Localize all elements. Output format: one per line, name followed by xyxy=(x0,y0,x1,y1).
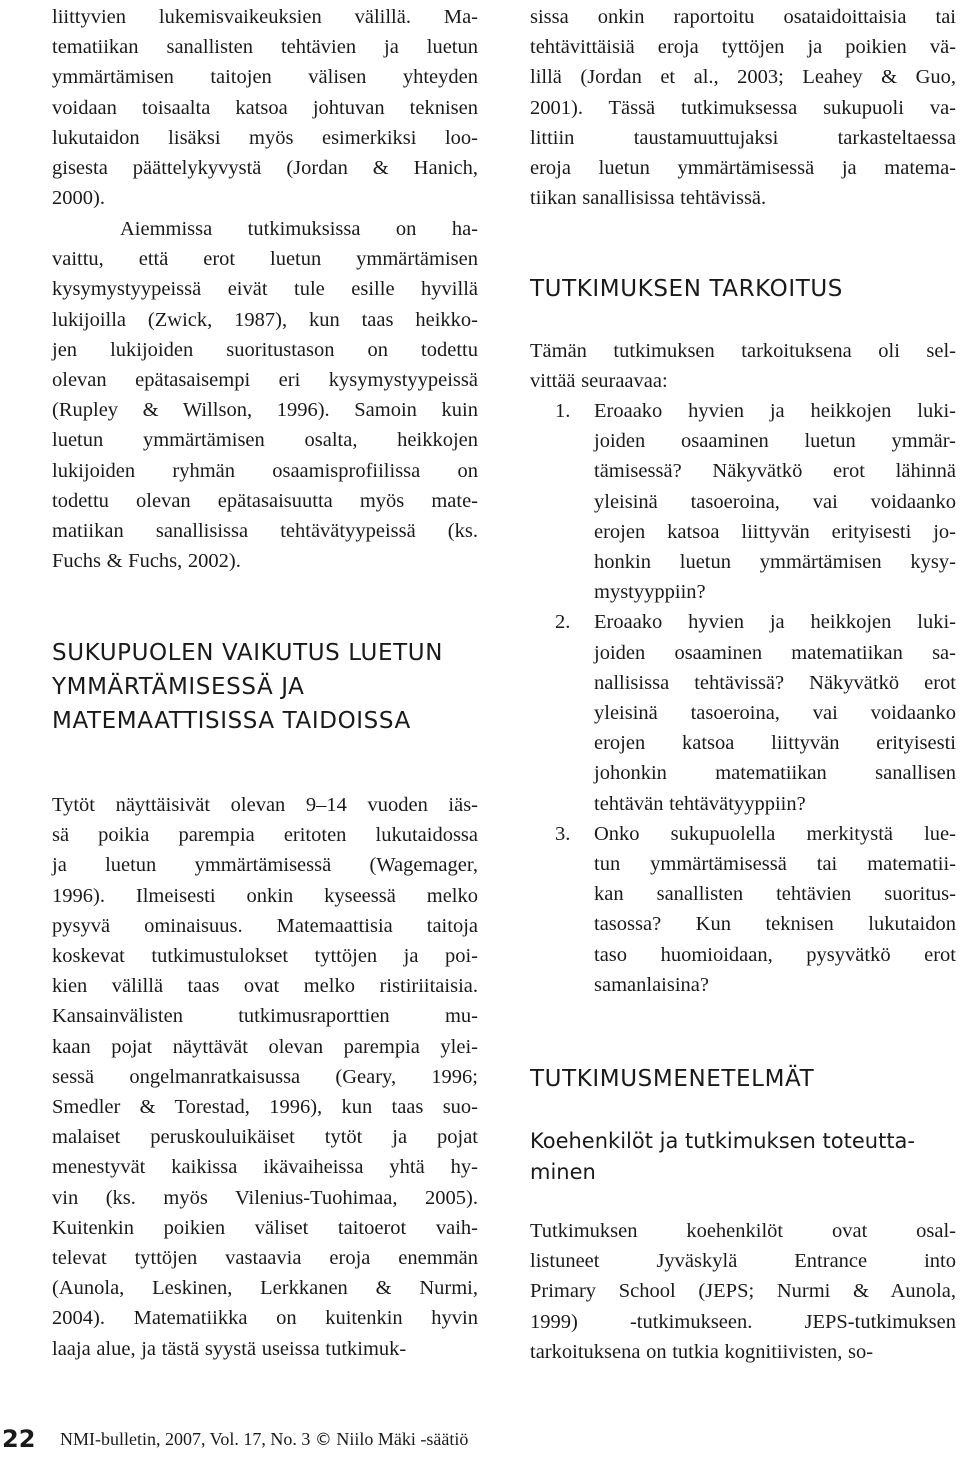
left-paragraph-1-line: liittyvien lukemisvaikeuksien välillä. Ma- xyxy=(52,6,478,28)
question-text-line: joiden osaaminen matematiikan sa- xyxy=(594,641,956,664)
question-text-line: tun ymmärtämisessä tai matematii- xyxy=(594,853,956,876)
question-text-line: yleisinä tasoeroina, vai voidaanko xyxy=(594,490,956,513)
purpose-intro xyxy=(530,336,956,396)
left-paragraph-3-line: Smedler & Torestad, 1996), kun taas suo- xyxy=(52,1096,478,1119)
question-text-line: tehtävän tehtävätyyppiin? xyxy=(594,792,806,815)
left-paragraph-2-line: lukijoiden ryhmän osaamisprofiilissa on xyxy=(52,459,478,482)
question-text-line: yleisinä tasoeroina, vai voidaanko xyxy=(594,702,956,725)
left-paragraph-2-line: olevan epätasaisempi eri kysymystyypeissä xyxy=(52,369,478,392)
research-question-item xyxy=(530,396,956,607)
right-paragraph-1-line: tiikan sanallisissa tehtävissä. xyxy=(530,187,767,210)
purpose-intro-line: Tämän tutkimuksen tarkoituksena oli sel- xyxy=(530,340,956,362)
right-paragraph-2 xyxy=(530,1216,956,1367)
subheading-participants-line: Koehenkilöt ja tutkimuksen toteutta- xyxy=(530,1129,916,1153)
footer-publisher: Niilo Mäki -säätiö xyxy=(336,1429,469,1449)
right-paragraph-1-line: tehtävittäisiä eroja tyttöjen ja poikien vä- xyxy=(530,36,956,59)
left-paragraph-3-line: menestyvät kaikissa ikävaiheissa yhtä hy- xyxy=(52,1156,478,1179)
heading-purpose: TUTKIMUKSEN TARKOITUS xyxy=(530,276,843,302)
left-paragraph-3-line: (Aunola, Leskinen, Lerkkanen & Nurmi, xyxy=(52,1277,478,1300)
left-paragraph-3-line: pysyvä ominaisuus. Matemaattisia taitoja xyxy=(52,914,478,937)
question-text-line: kan sanallisten tehtävien suoritus- xyxy=(594,883,956,906)
question-text-line: Onko sukupuolella merkitystä lue- xyxy=(594,822,956,845)
right-paragraph-2-line: listuneet Jyväskylä Entrance into xyxy=(530,1250,956,1273)
right-paragraph-1-line: sissa onkin raportoitu osataidoittaisia tai xyxy=(530,6,956,28)
left-paragraph-3-line: vin (ks. myös Vilenius-Tuohimaa, 2005). xyxy=(52,1186,478,1209)
subheading-participants-line: minen xyxy=(530,1160,596,1184)
question-number: 2. xyxy=(555,611,571,634)
question-text-line: erojen katsoa liittyvän erityisesti xyxy=(594,732,956,755)
right-paragraph-1-line: eroja luetun ymmärtämisessä ja matema- xyxy=(530,157,956,180)
left-paragraph-3-line: 2004). Matematiikka on kuitenkin hyvin xyxy=(52,1307,478,1330)
question-text xyxy=(594,607,956,818)
left-paragraph-2-line: lukijoilla (Zwick, 1987), kun taas heikko- xyxy=(52,308,478,331)
heading-gender-line: YMMÄRTÄMISESSÄ JA xyxy=(52,674,305,700)
question-text-line: honkin luetun ymmärtämisen kysy- xyxy=(594,551,956,574)
question-text-line: tämisessä? Näkyvätkö erot lähinnä xyxy=(594,460,956,483)
left-paragraph-2-line: Fuchs & Fuchs, 2002). xyxy=(52,550,241,573)
left-paragraph-3-line: Kuitenkin poikien väliset taitoerot vaih- xyxy=(52,1216,478,1239)
heading-methods: TUTKIMUSMENETELMÄT xyxy=(530,1066,815,1092)
left-paragraph-1-line: 2000). xyxy=(52,187,105,210)
right-paragraph-2-line: tarkoituksena on tutkia kognitiivisten, so- xyxy=(530,1340,874,1363)
left-paragraph-1 xyxy=(52,2,478,213)
right-paragraph-2-line: Tutkimuksen koehenkilöt ovat osal- xyxy=(530,1220,956,1242)
heading-gender-line: MATEMAATTISISSA TAIDOISSA xyxy=(52,708,411,734)
question-text-line: Eroaako hyvien ja heikkojen luki- xyxy=(594,400,956,422)
right-paragraph-1-line: littiin taustamuuttujaksi tarkasteltaessa xyxy=(530,126,956,149)
left-paragraph-2 xyxy=(52,214,478,576)
left-paragraph-2-line: matiikan sanallisissa tehtävätyypeissä (ks. xyxy=(52,520,478,543)
left-paragraph-2-line: vaittu, että erot luetun ymmärtämisen xyxy=(52,248,478,271)
left-paragraph-3-line: kaan pojat näyttävät olevan parempia ylei- xyxy=(52,1035,478,1058)
right-paragraph-1-line: 2001). Tässä tutkimuksessa sukupuoli va- xyxy=(530,96,956,119)
left-paragraph-3-line: televat tyttöjen vastaavia eroja enemmän xyxy=(52,1247,478,1270)
purpose-intro-line: vittää seuraavaa: xyxy=(530,370,668,393)
section-heading-methods xyxy=(530,1062,956,1096)
left-paragraph-3-line: kien välillä taas ovat melko ristiriitaisia. xyxy=(52,975,478,998)
left-paragraph-2-line: Aiemmissa tutkimuksissa on ha- xyxy=(120,218,478,240)
left-paragraph-2-line: jen lukijoiden suoritustason on todettu xyxy=(52,338,478,361)
page-number: 22 xyxy=(2,1425,36,1453)
left-paragraph-3-line: Tytöt näyttäisivät olevan 9–14 vuoden iäs- xyxy=(52,794,478,816)
subheading-participants xyxy=(530,1126,956,1188)
left-paragraph-1-line: gisesta päättelykyvystä (Jordan & Hanich, xyxy=(52,157,478,180)
research-question-item xyxy=(530,607,956,818)
question-text-line: nallisissa tehtävissä? Näkyvätkö erot xyxy=(594,671,956,694)
left-paragraph-3-line: sessä ongelmanratkaisussa (Geary, 1996; xyxy=(52,1065,478,1088)
section-heading-purpose xyxy=(530,272,956,306)
right-paragraph-2-line: Primary School (JEPS; Nurmi & Aunola, xyxy=(530,1280,956,1303)
left-paragraph-2-line: kysymystyypeissä eivät tule esille hyvillä xyxy=(52,278,478,301)
left-paragraph-2-line: (Rupley & Willson, 1996). Samoin kuin xyxy=(52,399,478,422)
left-paragraph-3-line: Kansainvälisten tutkimusraporttien mu- xyxy=(52,1005,478,1028)
left-paragraph-1-line: voidaan toisaalta katsoa johtuvan teknisen xyxy=(52,96,478,119)
left-paragraph-3-line: ja luetun ymmärtämisessä (Wagemager, xyxy=(52,854,478,877)
question-text-line: joiden osaaminen luetun ymmär- xyxy=(594,430,956,453)
question-text-line: erojen katsoa liittyvän erityisesti jo- xyxy=(594,520,956,543)
left-paragraph-1-line: ymmärtämisen taitojen välisen yhteyden xyxy=(52,66,478,89)
left-paragraph-1-line: tematiikan sanallisten tehtävien ja luetun xyxy=(52,36,478,59)
question-text xyxy=(594,819,956,1000)
question-number: 3. xyxy=(555,822,571,845)
footer-source xyxy=(60,1418,468,1461)
question-text-line: Eroaako hyvien ja heikkojen luki- xyxy=(594,611,956,634)
question-text xyxy=(594,396,956,607)
left-paragraph-3-line: malaiset peruskouluikäiset tytöt ja pojat xyxy=(52,1126,478,1149)
right-paragraph-2-line: 1999) -tutkimukseen. JEPS-tutkimuksen xyxy=(530,1310,956,1333)
question-text-line: tasossa? Kun teknisen lukutaidon xyxy=(594,913,956,936)
question-text-line: mystyyppiin? xyxy=(594,581,706,604)
left-paragraph-3-line: koskevat tutkimustulokset tyttöjen ja poi- xyxy=(52,945,478,968)
research-questions xyxy=(530,396,956,1000)
right-paragraph-1 xyxy=(530,2,956,213)
research-question-item xyxy=(530,819,956,1000)
copyright-icon: © xyxy=(314,1430,332,1450)
question-text-line: taso huomioidaan, pysyvätkö erot xyxy=(594,943,956,966)
left-paragraph-2-line: todettu olevan epätasaisuutta myös mate- xyxy=(52,489,478,512)
page-footer xyxy=(0,1418,960,1460)
left-paragraph-1-line: lukutaidon lisäksi myös esimerkiksi loo- xyxy=(52,126,478,149)
question-number: 1. xyxy=(555,400,571,422)
question-text-line: johonkin matematiikan sanallisen xyxy=(594,762,956,785)
right-paragraph-1-line: lillä (Jordan et al., 2003; Leahey & Guo, xyxy=(530,66,956,89)
left-paragraph-3-line: 1996). Ilmeisesti onkin kyseessä melko xyxy=(52,884,478,907)
footer-journal: NMI-bulletin, 2007, Vol. 17, No. 3 xyxy=(60,1429,311,1449)
left-paragraph-3-line: sä poikia parempia eritoten lukutaidossa xyxy=(52,824,478,847)
question-text-line: samanlaisina? xyxy=(594,973,709,996)
left-paragraph-3-line: laaja alue, ja tästä syystä useissa tutkimuk- xyxy=(52,1337,407,1360)
heading-gender-line: SUKUPUOLEN VAIKUTUS LUETUN xyxy=(52,640,444,666)
left-paragraph-3 xyxy=(52,790,478,1364)
left-paragraph-2-line: luetun ymmärtämisen osalta, heikkojen xyxy=(52,429,478,452)
section-heading-gender xyxy=(52,636,478,738)
